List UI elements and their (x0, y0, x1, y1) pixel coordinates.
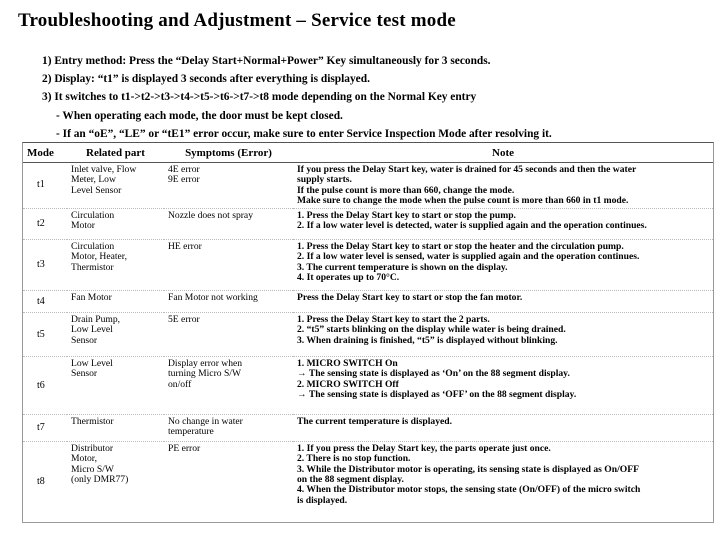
cell-note-line: 3. The current temperature is shown on the display. (297, 261, 508, 273)
cell-note (293, 415, 713, 442)
cell-related-part-line: Thermistor (71, 416, 114, 428)
column-header-mode: Mode (23, 143, 67, 163)
cell-note-line: 1. MICRO SWITCH On (297, 358, 398, 370)
cell-note-line: 1. Press the Delay Start key to start the 2 parts. (297, 314, 490, 326)
cell-symptom-line: temperature (168, 426, 214, 438)
intro-subline: - When operating each mode, the door must be kept closed. (56, 109, 343, 122)
service-test-table (23, 143, 713, 522)
cell-symptom-line: Display error when (168, 358, 243, 370)
cell-related-part (67, 209, 164, 240)
cell-symptom-line: HE error (168, 241, 202, 253)
cell-symptom-line: turning Micro S/W (168, 368, 242, 380)
cell-note-line: → The sensing state is displayed as ‘On’ on the 88 segment display. (297, 368, 570, 380)
table-row (23, 291, 713, 313)
cell-related-part-line: Sensor (71, 334, 98, 346)
cell-related-part-line: (only DMR77) (71, 474, 129, 486)
cell-symptom-line: 4E error (168, 164, 200, 175)
cell-mode: t5 (23, 313, 67, 357)
cell-related-part (67, 442, 164, 522)
cell-symptom (164, 240, 293, 291)
cell-related-part-line: Circulation (71, 210, 115, 222)
cell-related-part (67, 415, 164, 442)
cell-note-line: 4. It operates up to 70°C. (297, 272, 400, 284)
cell-mode: t2 (23, 209, 67, 240)
cell-note-line: 2. MICRO SWITCH Off (297, 378, 399, 390)
column-header-symptoms: Symptoms (Error) (164, 143, 293, 163)
cell-symptom (164, 313, 293, 357)
cell-symptom (164, 442, 293, 522)
cell-note-line: Make sure to change the mode when the pulse count is more than 660 in t1 mode. (297, 194, 629, 206)
cell-mode: t7 (23, 415, 67, 442)
table-row (23, 163, 713, 209)
cell-symptom (164, 357, 293, 415)
page-title: Troubleshooting and Adjustment – Service test mode (18, 10, 456, 31)
cell-note (293, 313, 713, 357)
cell-symptom (164, 415, 293, 442)
cell-note-line: is displayed. (297, 494, 348, 506)
cell-note (293, 291, 713, 313)
cell-related-part-line: Circulation (71, 241, 115, 253)
cell-mode: t8 (23, 442, 67, 522)
cell-mode: t1 (23, 163, 67, 209)
cell-mode: t6 (23, 357, 67, 415)
cell-note-line: 2. There is no stop function. (297, 453, 411, 465)
cell-related-part (67, 163, 164, 209)
cell-related-part-line: Drain Pump, (71, 314, 121, 326)
cell-related-part-line: Distributor (71, 443, 114, 455)
service-test-table-container (22, 142, 714, 523)
cell-related-part-line: Sensor (71, 368, 98, 380)
cell-related-part-line: Motor (71, 220, 95, 232)
cell-note-line: 2. “t5” starts blinking on the display while water is being drained. (297, 324, 566, 336)
cell-note (293, 163, 713, 209)
cell-note (293, 357, 713, 415)
intro-line: 2) Display: “t1” is displayed 3 seconds after everything is displayed. (42, 73, 370, 86)
table-row (23, 313, 713, 357)
cell-related-part-line: Motor, Heater, (71, 251, 127, 263)
cell-symptom-line: No change in water (168, 416, 243, 428)
cell-symptom-line: PE error (168, 443, 201, 455)
cell-related-part-line: Meter, Low (71, 174, 116, 186)
cell-symptom (164, 291, 293, 313)
cell-symptom-line: Fan Motor not working (168, 292, 258, 304)
cell-note-line: If the pulse count is more than 660, change the mode. (297, 184, 515, 196)
cell-mode: t4 (23, 291, 67, 313)
table-row (23, 357, 713, 415)
cell-note (293, 442, 713, 522)
table-row (23, 442, 713, 522)
intro-instructions (42, 52, 552, 143)
cell-note-line: → The sensing state is displayed as ‘OFF’ on the 88 segment display. (297, 389, 577, 401)
cell-related-part-line: Thermistor (71, 261, 114, 273)
table-row (23, 209, 713, 240)
column-header-note: Note (293, 143, 713, 163)
cell-note-line: 2. If a low water level is detected, water is supplied again and the operation continues. (297, 220, 647, 232)
cell-related-part (67, 357, 164, 415)
cell-symptom-line: Nozzle does not spray (168, 210, 253, 222)
cell-related-part-line: Level Sensor (71, 184, 122, 196)
cell-note-line: If you press the Delay Start key, water is drained for 45 seconds and then the water (297, 164, 637, 175)
cell-note-line: on the 88 segment display. (297, 474, 404, 486)
cell-note-line: 1. Press the Delay Start key to start or stop the pump. (297, 210, 516, 222)
cell-note-line: 1. If you press the Delay Start key, the parts operate just once. (297, 443, 551, 455)
cell-symptom (164, 209, 293, 240)
cell-related-part-line: Motor, (71, 453, 97, 465)
cell-related-part-line: Low Level (71, 358, 113, 370)
cell-related-part (67, 240, 164, 291)
cell-symptom (164, 163, 293, 209)
cell-related-part (67, 313, 164, 357)
cell-related-part-line: Low Level (71, 324, 113, 336)
cell-mode: t3 (23, 240, 67, 291)
cell-note-line: 2. If a low water level is sensed, water is supplied again and the operation continues. (297, 251, 640, 263)
cell-note-line: The current temperature is displayed. (297, 416, 452, 428)
table-row (23, 240, 713, 291)
intro-line: 1) Entry method: Press the “Delay Start+Normal+Power” Key simultaneously for 3 seconds. (42, 55, 491, 67)
cell-note-line: Press the Delay Start key to start or stop the fan motor. (297, 292, 523, 304)
cell-related-part-line: Fan Motor (71, 292, 112, 304)
cell-symptom-line: on/off (168, 378, 192, 390)
cell-note-line: supply starts. (297, 174, 352, 186)
cell-note-line: 1. Press the Delay Start key to start or stop the heater and the circulation pump. (297, 241, 624, 253)
cell-symptom-line: 5E error (168, 314, 200, 326)
intro-subline: - If an “oE”, “LE” or “tE1” error occur, make sure to enter Service Inspection Mode after resolving it. (56, 127, 552, 140)
column-header-related-part: Related part (67, 143, 164, 163)
cell-related-part-line: Inlet valve, Flow (71, 164, 137, 175)
cell-note-line: 3. While the Distributor motor is operating, its sensing state is displayed as On/OFF (297, 463, 639, 475)
cell-note (293, 240, 713, 291)
cell-related-part-line: Micro S/W (71, 463, 114, 475)
intro-line: 3) It switches to t1->t2->t3->t4->t5->t6->t7->t8 mode depending on the Normal Key entry (42, 91, 477, 104)
table-row (23, 415, 713, 442)
table-header-row (23, 143, 713, 163)
cell-related-part (67, 291, 164, 313)
cell-note (293, 209, 713, 240)
cell-note-line: 4. When the Distributor motor stops, the sensing state (On/OFF) of the micro switch (297, 484, 641, 496)
cell-symptom-line: 9E error (168, 174, 200, 186)
cell-note-line: 3. When draining is finished, “t5” is displayed without blinking. (297, 334, 558, 346)
